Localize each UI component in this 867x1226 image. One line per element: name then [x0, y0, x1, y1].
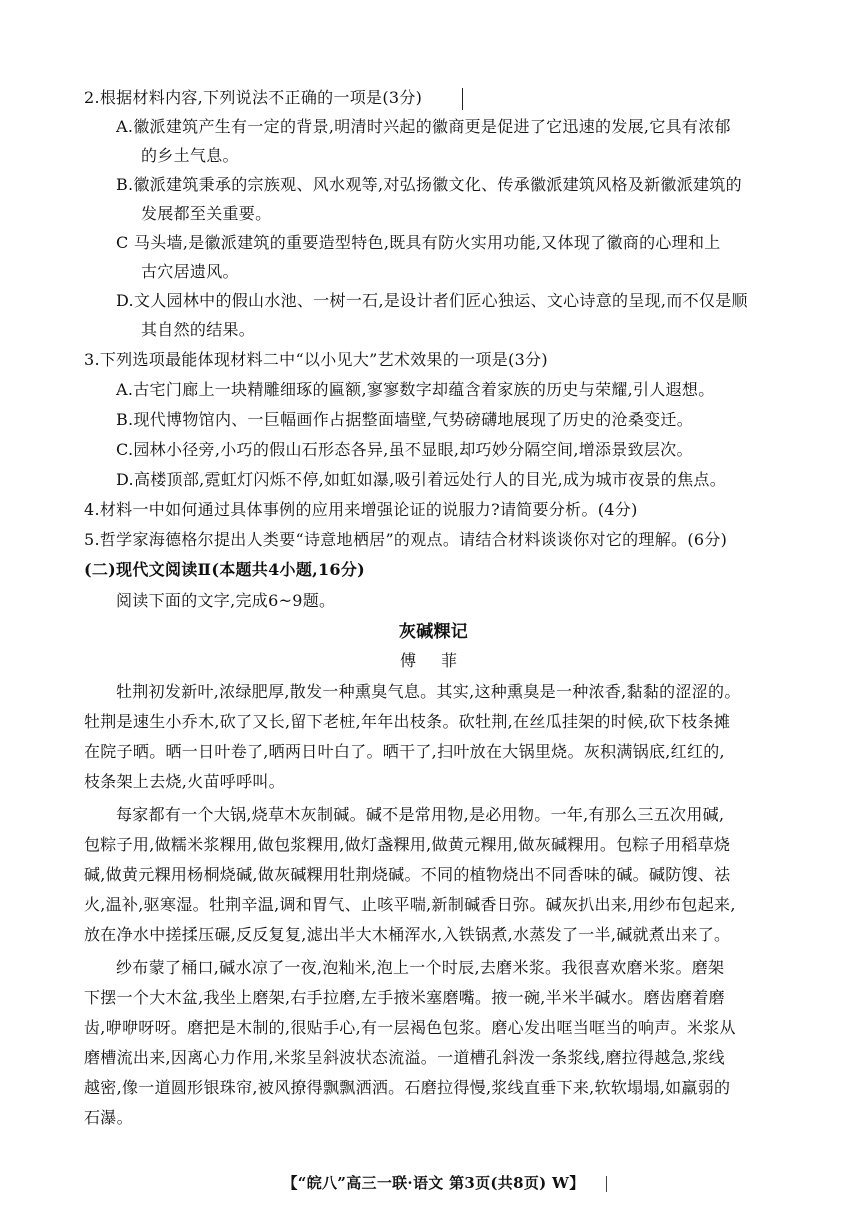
q2-option-b-cont: 发展都至关重要。 [141, 204, 272, 223]
q2-option-d: D.文人园林中的假山水池、一树一石,是设计者们匠心独运、文心诗意的呈现,而不仅是顺 [116, 291, 748, 310]
article-line: 在院子晒。晒一日叶卷了,晒两日叶白了。晒干了,扫叶放在大锅里烧。灰积满锅底,红红的, [84, 742, 725, 761]
article-line: 磨槽流出来,因离心力作用,米浆呈斜波状态流溢。一道槽孔斜泼一条浆线,磨拉得越急,浆线 [84, 1048, 725, 1067]
q2-option-c-cont: 古穴居遗风。 [141, 262, 239, 281]
article-line: 枝条架上去烧,火苗呼呼叫。 [84, 772, 285, 791]
article-author: 傅 菲 [399, 651, 468, 670]
section-heading: (二)现代文阅读Ⅱ(本题共4小题,16分) [84, 560, 366, 579]
q2-option-a: A.徽派建筑产生有一定的背景,明清时兴起的徽商更是促进了它迅速的发展,它具有浓郁 [116, 117, 731, 136]
page-footer: 【“皖八”高三一联·语文 第3页(共8页) W】 [282, 1174, 585, 1192]
article-line: 牡荆初发新叶,浓绿肥厚,散发一种熏臭气息。其实,这种熏臭是一种浓香,黏黏的涩涩的。 [116, 682, 741, 701]
article-line: 下摆一个大木盆,我坐上磨架,右手拉磨,左手掖米塞磨嘴。掖一碗,半米半碱水。磨齿磨着磨 [84, 988, 725, 1007]
q3-option-b: B.现代博物馆内、一巨幅画作占据整面墙壁,气势磅礴地展现了历史的沧桑变迁。 [116, 410, 694, 429]
article-line: 每家都有一个大锅,烧草木灰制碱。碱不是常用物,是必用物。一年,有那么三五次用碱, [116, 805, 725, 824]
q3-option-c: C.园林小径旁,小巧的假山石形态各异,虽不显眼,却巧妙分隔空间,增添景致层次。 [116, 440, 693, 459]
article-line: 放在净水中搓揉压碾,反反复复,滤出半大木桶浑水,入铁锅煮,水蒸发了一半,碱就煮出来了。 [84, 925, 731, 944]
question-2-stem: 2.根据材料内容,下列说法不正确的一项是(3分) [84, 88, 423, 107]
article-line: 纱布蒙了桶口,碱水凉了一夜,泡籼米,泡上一个时辰,去磨米浆。我很喜欢磨米浆。磨架 [116, 958, 725, 977]
q2-option-c: C 马头墙,是徽派建筑的重要造型特色,既具有防火实用功能,又体现了徽商的心理和上 [116, 233, 721, 252]
q2-option-d-cont: 其自然的结果。 [141, 320, 256, 339]
question-4: 4.材料一中如何通过具体事例的应用来增强论证的说服力?请简要分析。(4分) [84, 500, 638, 519]
article-line: 包粽子用,做糯米浆粿用,做包浆粿用,做灯盏粿用,做黄元粿用,做灰碱粿用。包粽子用稻草烧 [84, 835, 731, 854]
article-line: 碱,做黄元粿用杨桐烧碱,做灰碱粿用牡荆烧碱。不同的植物烧出不同香味的碱。碱防馊、祛 [84, 865, 731, 884]
article-title: 灰碱粿记 [398, 622, 469, 642]
q3-option-a: A.古宅门廊上一块精雕细琢的匾额,寥寥数字却蕴含着家族的历史与荣耀,引人遐想。 [116, 380, 715, 399]
q2-option-a-cont: 的乡土气息。 [141, 146, 239, 165]
reading-instruction: 阅读下面的文字,完成6~9题。 [116, 591, 336, 610]
question-3-stem: 3.下列选项最能体现材料二中“以小见大”艺术效果的一项是(3分) [84, 350, 548, 369]
article-line: 石瀑。 [84, 1108, 133, 1127]
question-5: 5.哲学家海德格尔提出人类要“诗意地栖居”的观点。请结合材料谈谈你对它的理解。(6分) [84, 530, 728, 549]
article-line: 越密,像一道圆形银珠帘,被风撩得飘飘洒洒。石磨拉得慢,浆线直垂下来,软软塌塌,如羸弱的 [84, 1078, 731, 1097]
scan-mark [462, 88, 463, 110]
article-line: 齿,咿咿呀呀。磨把是木制的,很贴手心,有一层褐色包浆。磨心发出哐当哐当的响声。米浆从 [84, 1018, 736, 1037]
article-line: 牡荆是速生小乔木,砍了又长,留下老桩,年年出枝条。砍牡荆,在丝瓜挂架的时候,砍下枝条摊 [84, 712, 731, 731]
scan-mark [606, 1176, 607, 1192]
article-line: 火,温补,驱寒湿。牡荆辛温,调和胃气、止咳平喘,新制碱香日弥。碱灰扒出来,用纱布包起来, [84, 895, 736, 914]
q3-option-d: D.高楼顶部,霓虹灯闪烁不停,如虹如瀑,吸引着远处行人的目光,成为城市夜景的焦点。 [116, 470, 726, 489]
q2-option-b: B.徽派建筑秉承的宗族观、风水观等,对弘扬徽文化、传承徽派建筑风格及新徽派建筑的 [116, 175, 742, 194]
